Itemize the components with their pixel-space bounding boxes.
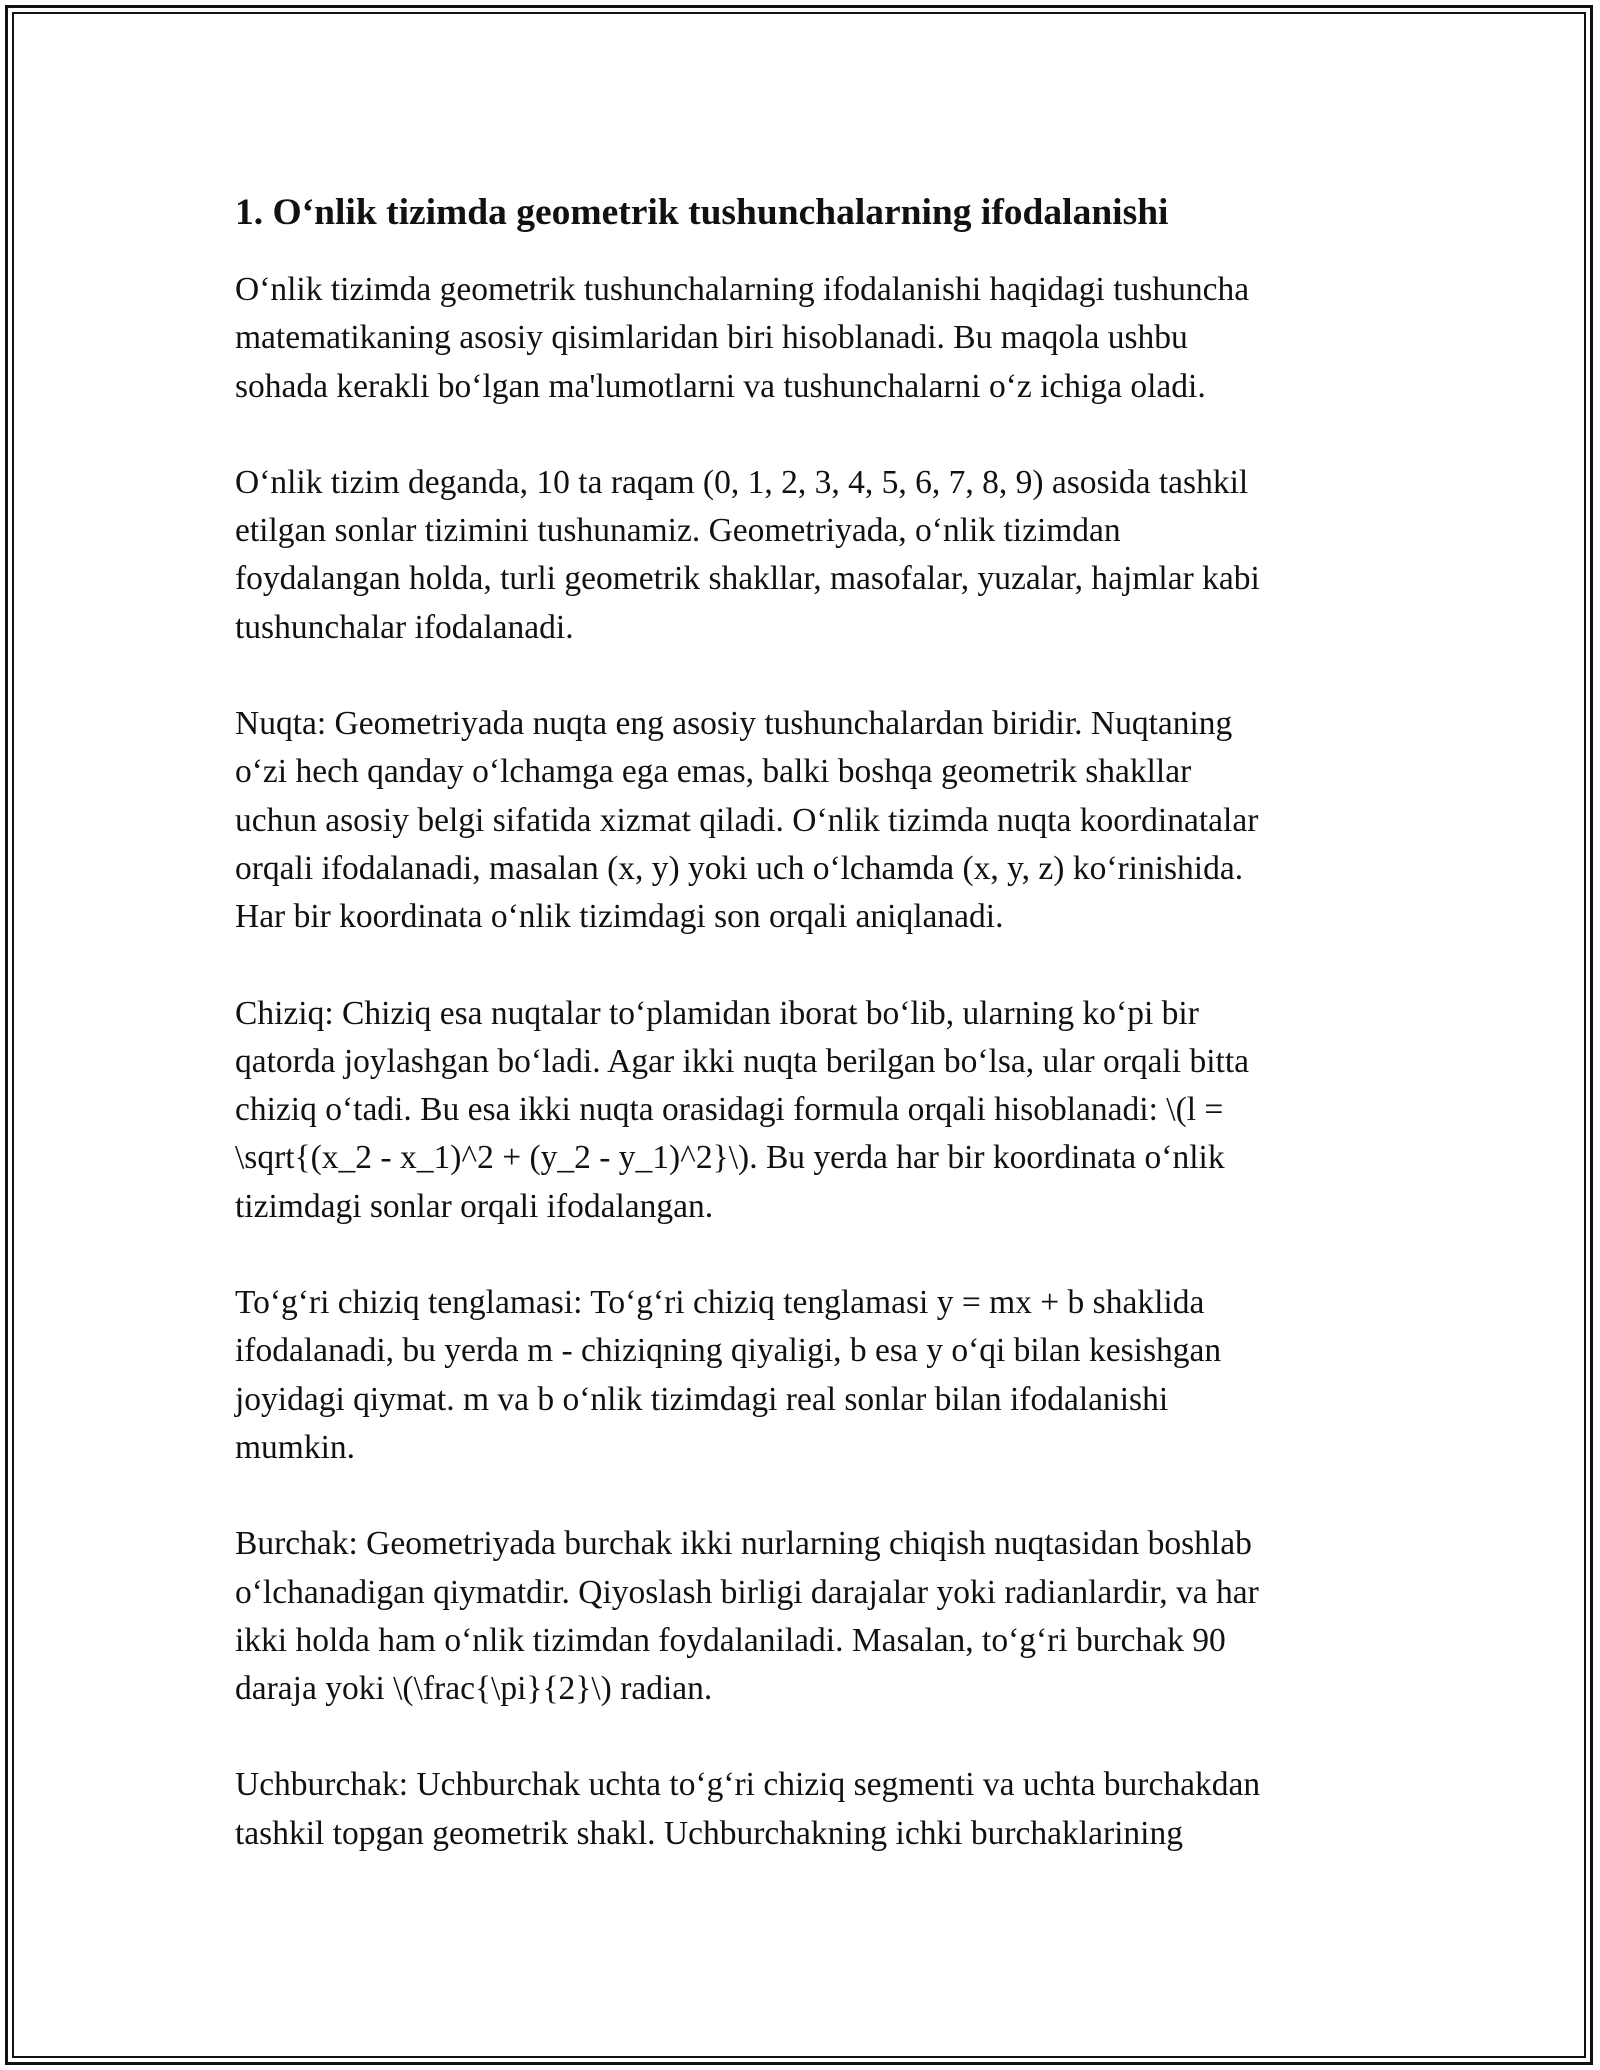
paragraph-decimal-system: O‘nlik tizim deganda, 10 ta raqam (0, 1, 2, 3, 4, 5, 6, 7, 8, 9) asosida tashkil etilgan sonlar tizimini tushunamiz. Geometriyada, o‘nlik tizimdan foydalangan holda, turli geometrik shakllar, masofalar, yuzalar, hajmlar kabi tushunchalar ifodalanadi. (235, 463, 1260, 646)
paragraph-point: Nuqta: Geometriyada nuqta eng asosiy tushunchalardan biridir. Nuqtaning o‘zi hech qanday o‘lchamga ega emas, balki boshqa geometrik shakllar uchun asosiy belgi sifatida xizmat qiladi. O‘nlik tizimda nuqta koordinatalar orqali ifodalanadi, masalan (x, y) yoki uch o‘lchamda (x, y, z) ko‘rinishida. Har bir koordinata o‘nlik tizimdagi son orqali aniqlanadi. (235, 705, 1259, 936)
paragraph-angle: Burchak: Geometriyada burchak ikki nurlarning chiqish nuqtasidan boshlab o‘lchanadigan qiymatdir. Qiyoslash birligi darajalar yoki radianlardir, va har ikki holda ham o‘nlik tizimdan foydalaniladi. Masalan, to‘g‘ri burchak 90 daraja yoki \(\frac{\pi}{2}\) radian. (235, 1525, 1259, 1708)
paragraph-triangle: Uchburchak: Uchburchak uchta to‘g‘ri chiziq segmenti va uchta burchakdan tashkil topgan geometrik shakl. Uchburchakning ichki burchaklarining (235, 1766, 1261, 1852)
section-heading: 1. O‘nlik tizimda geometrik tushunchalarning ifodalanishi (235, 192, 1169, 233)
paragraph-line: Chiziq: Chiziq esa nuqtalar to‘plamidan iborat bo‘lib, ularning ko‘pi bir qatorda joylashgan bo‘ladi. Agar ikki nuqta berilgan bo‘lsa, ular orqali bitta chiziq o‘tadi. Bu esa ikki nuqta orasidagi formula orqali hisoblanadi: \(l = \sqrt{(x_2 - x_1)^2 + (y_2 - y_1)^2}\). Bu yerda har bir koordinata o‘nlik tizimdagi sonlar orqali ifodalangan. (235, 994, 1250, 1225)
paragraph-line-equation: To‘g‘ri chiziq tenglamasi: To‘g‘ri chiziq tenglamasi y = mx + b shaklida ifodalanadi, bu yerda m - chiziqning qiyaligi, b esa y o‘qi bilan kesishgan joyidagi qiymat. m va b o‘nlik tizimdagi real sonlar bilan ifodalanishi mumkin. (235, 1284, 1222, 1466)
document-body (235, 185, 1375, 1906)
paragraph-intro: O‘nlik tizimda geometrik tushunchalarning ifodalanishi haqidagi tushuncha matematikaning asosiy qisimlaridan biri hisoblanadi. Bu maqola ushbu sohada kerakli bo‘lgan ma'lumotlarni va tushunchalarni o‘z ichiga oladi. (235, 271, 1250, 405)
